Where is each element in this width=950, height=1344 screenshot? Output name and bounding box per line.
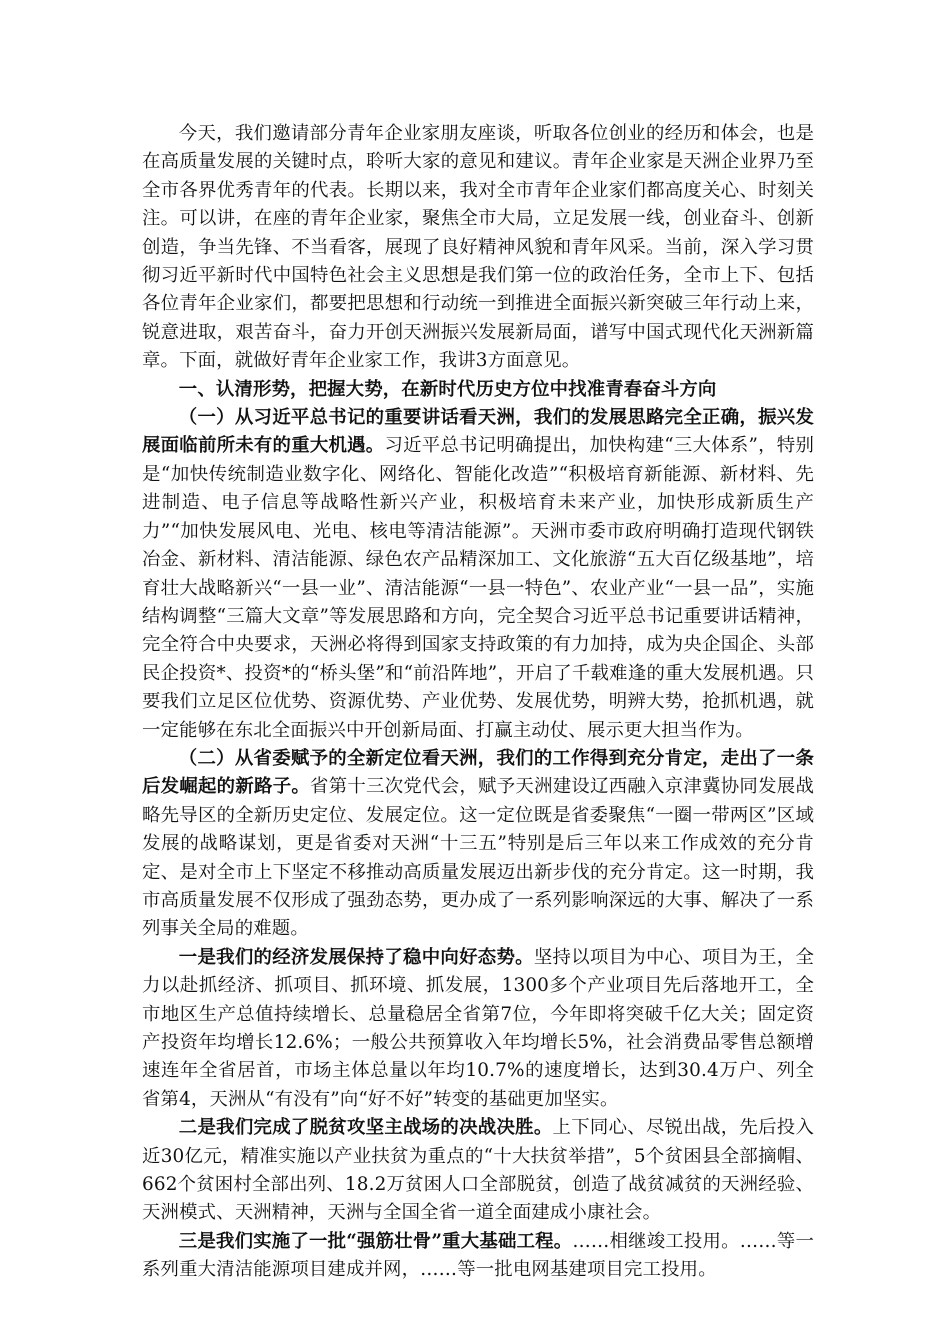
subsection-lead: （一）从习近平总书记的重要讲话看天洲，我们的发展思路完全正确，振兴发展面临前所未有的重大机遇。: [142, 407, 814, 457]
point-paragraph-3: [142, 1228, 814, 1285]
document-page: [142, 120, 814, 1285]
paragraph-text: 习近平总书记明确提出，加快构建“三大体系”，特别是“加快传统制造业数字化、网络化、智能化改造”“积极培育新能源、新材料、先进制造、电子信息等战略性新兴产业，积极培育未来产业，加快形成新质生产力”“加快发展风电、光电、核电等清洁能源”。天洲市委市政府明确打造现代钢铁冶金、新材料、清洁能源、绿色农产品精深加工、文化旅游“五大百亿级基地”，培育壮大战略新兴“一县一业”、清洁能源“一县一特色”、农业产业“一县一品”，实施结构调整“三篇大文章”等发展思路和方向，完全契合习近平总书记重要讲话精神，完全符合中央要求，天洲必将得到国家支持政策的有力加持，成为央企国企、头部民企投资*、投资*的“桥头堡”和“前沿阵地”，开启了千载难逢的重大发展机遇。只要我们立足区位优势、资源优势、产业优势、发展优势，明辨大势，抢抓机遇，就一定能够在东北全面振兴中开创新局面、打赢主动仗、展示更大担当作为。: [142, 435, 815, 741]
point-paragraph-2: [142, 1114, 814, 1228]
paragraph-text: 今天，我们邀请部分青年企业家朋友座谈，听取各位创业的经历和体会，也是在高质量发展的关键时点，聆听大家的意见和建议。青年企业家是天洲企业界乃至全市各界优秀青年的代表。长期以来，我对全市青年企业家们都高度关心、时刻关注。可以讲，在座的青年企业家，聚焦全市大局，立足发展一线，创业奋斗、创新创造，争当先锋、不当看客，展现了良好精神风貌和青年风采。当前，深入学习贯彻习近平新时代中国特色社会主义思想是我们第一位的政治任务，全市上下、包括各位青年企业家们，都要把思想和行动统一到推进全面振兴新突破三年行动上来，锐意进取，艰苦奋斗，奋力开创天洲振兴发展新局面，谱写中国式现代化天洲新篇章。下面，就做好青年企业家工作，我讲3方面意见。: [142, 123, 814, 372]
section-heading-1: 一、认清形势，把握大势，在新时代历史方位中找准青春奋斗方向: [178, 378, 717, 400]
paragraph-text: 上下同心、尽锐出战，先后投入近30亿元，精准实施以产业扶贫为重点的“十大扶贫举措”，5个贫困县全部摘帽、662个贫困村全部出列、18.2万贫困人口全部脱贫，创造了战贫减贫的天洲经验、天洲模式、天洲精神，天洲与全国全省一道全面建成小康社会。: [142, 1117, 814, 1224]
paragraph-text: 坚持以项目为中心、项目为王，全力以赴抓经济、抓项目、抓环境、抓发展，1300多个产业项目先后落地开工，全市地区生产总值持续增长、总量稳居全省第7位，今年即将突破千亿大关；固定资产投资年均增长12.6%；一般公共预算收入年均增长5%，社会消费品零售总额增速连年全省居首，市场主体总量以年均10.7%的速度增长，达到30.4万户、列全省第4，天洲从“有没有”向“好不好”转变的基础更加坚实。: [142, 946, 814, 1110]
paragraph-text: ……相继竣工投用。……等一系列重大清洁能源项目建成并网，……等一批电网基建项目完工投用。: [142, 1230, 814, 1281]
subsection-paragraph-1: [142, 404, 814, 745]
point-lead: 二是我们完成了脱贫攻坚主战场的决战决胜。: [178, 1117, 553, 1139]
subsection-lead: （二）从省委赋予的全新定位看天洲，我们的工作得到充分肯定，走出了一条后发崛起的新路子。: [142, 747, 814, 798]
point-lead: 一是我们的经济发展保持了稳中向好态势。: [178, 946, 534, 968]
point-lead: 三是我们实施了一批“强筋壮骨”重大基础工程。: [178, 1230, 573, 1252]
paragraph-text: 省第十三次党代会，赋予天洲建设辽西融入京津冀协同发展战略先导区的全新历史定位、发展定位。这一定位既是省委聚焦“一圈一带两区”区域发展的战略谋划，更是省委对天洲“十三五”特别是后三年以来工作成效的充分肯定、是对全市上下坚定不移推动高质量发展迈出新步伐的充分肯定。这一时期，我市高质量发展不仅形成了强劲态势，更办成了一系列影响深远的大事、解决了一系列事关全局的难题。: [142, 776, 814, 940]
intro-paragraph: [142, 120, 814, 376]
point-paragraph-1: [142, 944, 814, 1114]
subsection-paragraph-2: [142, 745, 814, 944]
